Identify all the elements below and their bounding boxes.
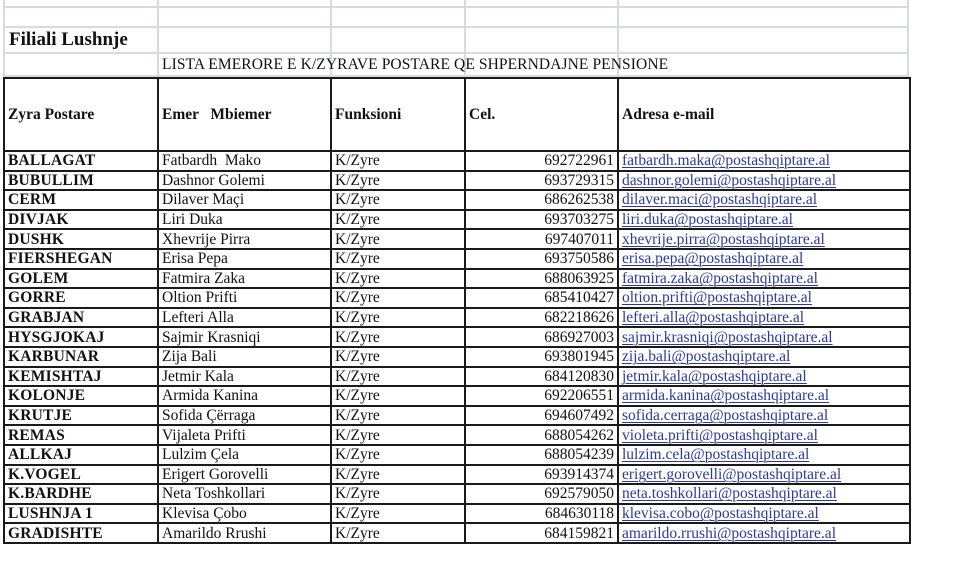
name-cell[interactable]: Lulzim Çela — [158, 445, 331, 465]
email-cell — [618, 269, 910, 289]
cell[interactable] — [617, 28, 909, 52]
column-header-name[interactable]: Emer Mbiemer — [158, 78, 331, 151]
table-row — [4, 151, 910, 171]
office-cell[interactable]: GRADISHTE — [4, 523, 158, 543]
email-link[interactable]: jetmir.kala@postashqiptare.al — [622, 367, 807, 385]
name-cell[interactable]: Fatbardh Mako — [158, 151, 331, 171]
email-link[interactable]: neta.toshkollari@postashqiptare.al — [622, 485, 837, 503]
office-cell[interactable]: REMAS — [4, 425, 158, 445]
role-cell[interactable]: K/Zyre — [331, 406, 465, 426]
name-cell[interactable]: Oltion Prifti — [158, 288, 331, 308]
office-cell[interactable]: BALLAGAT — [4, 151, 158, 171]
role-cell[interactable]: K/Zyre — [331, 151, 465, 171]
email-link[interactable]: amarildo.rrushi@postashqiptare.al — [622, 524, 836, 542]
email-cell — [618, 504, 910, 524]
role-cell[interactable]: K/Zyre — [331, 249, 465, 269]
role-cell[interactable]: K/Zyre — [331, 327, 465, 347]
table-row — [4, 484, 910, 504]
email-link[interactable]: xhevrije.pirra@postashqiptare.al — [622, 230, 825, 248]
role-cell[interactable]: K/Zyre — [331, 484, 465, 504]
email-link[interactable]: dilaver.maci@postashqiptare.al — [622, 191, 818, 209]
role-cell[interactable]: K/Zyre — [331, 425, 465, 445]
name-cell[interactable]: Armida Kanina — [158, 386, 331, 406]
cell[interactable] — [330, 28, 464, 52]
table-row — [4, 288, 910, 308]
email-cell — [618, 327, 910, 347]
office-cell[interactable]: KRUTJE — [4, 406, 158, 426]
empty-row — [3, 0, 909, 8]
phone-cell[interactable]: 694607492 — [465, 406, 618, 426]
role-cell[interactable]: K/Zyre — [331, 465, 465, 485]
branch-cell[interactable] — [3, 28, 157, 52]
email-cell — [618, 406, 910, 426]
email-cell — [618, 523, 910, 543]
phone-cell[interactable]: 693729315 — [465, 171, 618, 191]
email-link[interactable]: erigert.gorovelli@postashqiptare.al — [622, 465, 842, 483]
table-row — [4, 425, 910, 445]
role-cell[interactable]: K/Zyre — [331, 171, 465, 191]
branch-title: Filiali Lushnje — [9, 29, 128, 50]
column-header-phone[interactable]: Cel. — [465, 78, 618, 151]
office-cell[interactable]: K.VOGEL — [4, 465, 158, 485]
postal-offices-table — [3, 77, 911, 544]
phone-cell[interactable]: 692206551 — [465, 386, 618, 406]
email-link[interactable]: zija.bali@postashqiptare.al — [622, 348, 791, 366]
phone-cell[interactable]: 686927003 — [465, 327, 618, 347]
cell[interactable] — [157, 28, 330, 52]
email-link[interactable]: liri.duka@postashqiptare.al — [622, 211, 793, 229]
list-title-row — [3, 54, 909, 77]
spreadsheet — [3, 0, 909, 544]
email-cell — [618, 229, 910, 249]
phone-cell[interactable]: 693914374 — [465, 465, 618, 485]
table-row — [4, 386, 910, 406]
email-link[interactable]: fatmira.zaka@postashqiptare.al — [622, 269, 818, 287]
email-cell — [618, 367, 910, 387]
email-cell — [618, 249, 910, 269]
cell[interactable] — [464, 28, 617, 52]
email-link[interactable]: sofida.cerraga@postashqiptare.al — [622, 407, 829, 425]
cell[interactable] — [3, 0, 157, 6]
role-cell[interactable]: K/Zyre — [331, 190, 465, 210]
email-link[interactable]: oltion.prifti@postashqiptare.al — [622, 289, 812, 307]
role-cell[interactable]: K/Zyre — [331, 229, 465, 249]
role-cell[interactable]: K/Zyre — [331, 347, 465, 367]
email-cell — [618, 465, 910, 485]
email-link[interactable]: lefteri.alla@postashqiptare.al — [622, 309, 805, 327]
name-cell[interactable]: Jetmir Kala — [158, 367, 331, 387]
table-row — [4, 367, 910, 387]
table-row — [4, 445, 910, 465]
email-link[interactable]: sajmir.krasniqi@postashqiptare.al — [622, 328, 833, 346]
role-cell[interactable]: K/Zyre — [331, 269, 465, 289]
phone-cell[interactable]: 686262538 — [465, 190, 618, 210]
column-header-role[interactable]: Funksioni — [331, 78, 465, 151]
office-cell[interactable]: DUSHK — [4, 229, 158, 249]
cell[interactable] — [157, 0, 330, 6]
role-cell[interactable]: K/Zyre — [331, 523, 465, 543]
office-cell[interactable]: GORRE — [4, 288, 158, 308]
phone-cell[interactable]: 684159821 — [465, 523, 618, 543]
role-cell[interactable]: K/Zyre — [331, 386, 465, 406]
office-cell[interactable]: KARBUNAR — [4, 347, 158, 367]
name-cell[interactable]: Dashnor Golemi — [158, 171, 331, 191]
office-cell[interactable]: LUSHNJA 1 — [4, 504, 158, 524]
email-link[interactable]: klevisa.cobo@postashqiptare.al — [622, 504, 819, 522]
table-row — [4, 406, 910, 426]
cell[interactable] — [464, 8, 617, 26]
role-cell[interactable]: K/Zyre — [331, 504, 465, 524]
table-row — [4, 308, 910, 328]
table-header-row — [4, 78, 910, 151]
table-row — [4, 171, 910, 191]
table-row — [4, 504, 910, 524]
phone-cell[interactable]: 688054262 — [465, 425, 618, 445]
office-cell[interactable]: KOLONJE — [4, 386, 158, 406]
table-row — [4, 347, 910, 367]
office-cell[interactable]: GRABJAN — [4, 308, 158, 328]
name-cell[interactable]: Amarildo Rrushi — [158, 523, 331, 543]
name-cell[interactable]: Sofida Çërraga — [158, 406, 331, 426]
cell[interactable] — [157, 8, 330, 26]
email-link[interactable]: lulzim.cela@postashqiptare.al — [622, 446, 810, 464]
name-cell[interactable]: Vijaleta Prifti — [158, 425, 331, 445]
phone-cell[interactable]: 682218626 — [465, 308, 618, 328]
email-link[interactable]: fatbardh.maka@postashqiptare.al — [622, 152, 830, 170]
role-cell[interactable]: K/Zyre — [331, 288, 465, 308]
email-cell — [618, 425, 910, 445]
list-title-cell[interactable] — [157, 54, 669, 75]
phone-cell[interactable]: 692579050 — [465, 484, 618, 504]
role-cell[interactable]: K/Zyre — [331, 308, 465, 328]
office-cell[interactable]: HYSGJOKAJ — [4, 327, 158, 347]
name-cell[interactable]: Klevisa Çobo — [158, 504, 331, 524]
phone-cell[interactable]: 685410427 — [465, 288, 618, 308]
email-link[interactable]: armida.kanina@postashqiptare.al — [622, 387, 830, 405]
phone-cell[interactable]: 688063925 — [465, 269, 618, 289]
office-cell[interactable]: KEMISHTAJ — [4, 367, 158, 387]
email-cell — [618, 308, 910, 328]
table-row — [4, 229, 910, 249]
office-cell[interactable]: CERM — [4, 190, 158, 210]
name-cell[interactable]: Erigert Gorovelli — [158, 465, 331, 485]
phone-cell[interactable]: 688054239 — [465, 445, 618, 465]
office-cell[interactable]: K.BARDHE — [4, 484, 158, 504]
cell[interactable] — [330, 8, 464, 26]
column-header-office[interactable]: Zyra Postare — [4, 78, 158, 151]
email-link[interactable]: dashnor.golemi@postashqiptare.al — [622, 171, 837, 189]
office-cell[interactable]: FIERSHEGAN — [4, 249, 158, 269]
cell[interactable] — [3, 54, 157, 75]
list-title: LISTA EMERORE E K/ZYRAVE POSTARE QE SHPERNDAJNE PENSIONE — [162, 56, 669, 73]
name-cell[interactable]: Fatmira Zaka — [158, 269, 331, 289]
table-row — [4, 210, 910, 230]
phone-cell[interactable]: 697407011 — [465, 229, 618, 249]
column-header-email[interactable]: Adresa e-mail — [618, 78, 910, 151]
name-cell[interactable]: Xhevrije Pirra — [158, 229, 331, 249]
office-cell[interactable]: DIVJAK — [4, 210, 158, 230]
name-cell[interactable]: Liri Duka — [158, 210, 331, 230]
table-row — [4, 249, 910, 269]
table-row — [4, 190, 910, 210]
email-cell — [618, 445, 910, 465]
email-cell — [618, 210, 910, 230]
cell[interactable] — [464, 0, 617, 6]
role-cell[interactable]: K/Zyre — [331, 445, 465, 465]
table-body — [4, 151, 910, 543]
office-cell[interactable]: BUBULLIM — [4, 171, 158, 191]
email-cell — [618, 347, 910, 367]
table-row — [4, 465, 910, 485]
phone-cell[interactable]: 684630118 — [465, 504, 618, 524]
email-cell — [618, 386, 910, 406]
name-cell[interactable]: Sajmir Krasniqi — [158, 327, 331, 347]
phone-cell[interactable]: 692722961 — [465, 151, 618, 171]
email-link[interactable]: erisa.pepa@postashqiptare.al — [622, 250, 804, 268]
email-cell — [618, 171, 910, 191]
empty-row — [3, 8, 909, 28]
name-cell[interactable]: Dilaver Maçi — [158, 190, 331, 210]
email-cell — [618, 151, 910, 171]
table-row — [4, 269, 910, 289]
name-cell[interactable]: Erisa Pepa — [158, 249, 331, 269]
cell[interactable] — [330, 0, 464, 6]
office-cell[interactable]: ALLKAJ — [4, 445, 158, 465]
office-cell[interactable]: GOLEM — [4, 269, 158, 289]
branch-row — [3, 28, 909, 54]
role-cell[interactable]: K/Zyre — [331, 210, 465, 230]
email-cell — [618, 484, 910, 504]
cell[interactable] — [617, 0, 909, 6]
name-cell[interactable]: Neta Toshkollari — [158, 484, 331, 504]
cell[interactable] — [617, 8, 909, 26]
phone-cell[interactable]: 693703275 — [465, 210, 618, 230]
table-row — [4, 327, 910, 347]
name-cell[interactable]: Lefteri Alla — [158, 308, 331, 328]
name-cell[interactable]: Zija Bali — [158, 347, 331, 367]
phone-cell[interactable]: 684120830 — [465, 367, 618, 387]
email-cell — [618, 190, 910, 210]
phone-cell[interactable]: 693750586 — [465, 249, 618, 269]
cell[interactable] — [3, 8, 157, 26]
role-cell[interactable]: K/Zyre — [331, 367, 465, 387]
table-row — [4, 523, 910, 543]
phone-cell[interactable]: 693801945 — [465, 347, 618, 367]
email-link[interactable]: violeta.prifti@postashqiptare.al — [622, 426, 818, 444]
email-cell — [618, 288, 910, 308]
